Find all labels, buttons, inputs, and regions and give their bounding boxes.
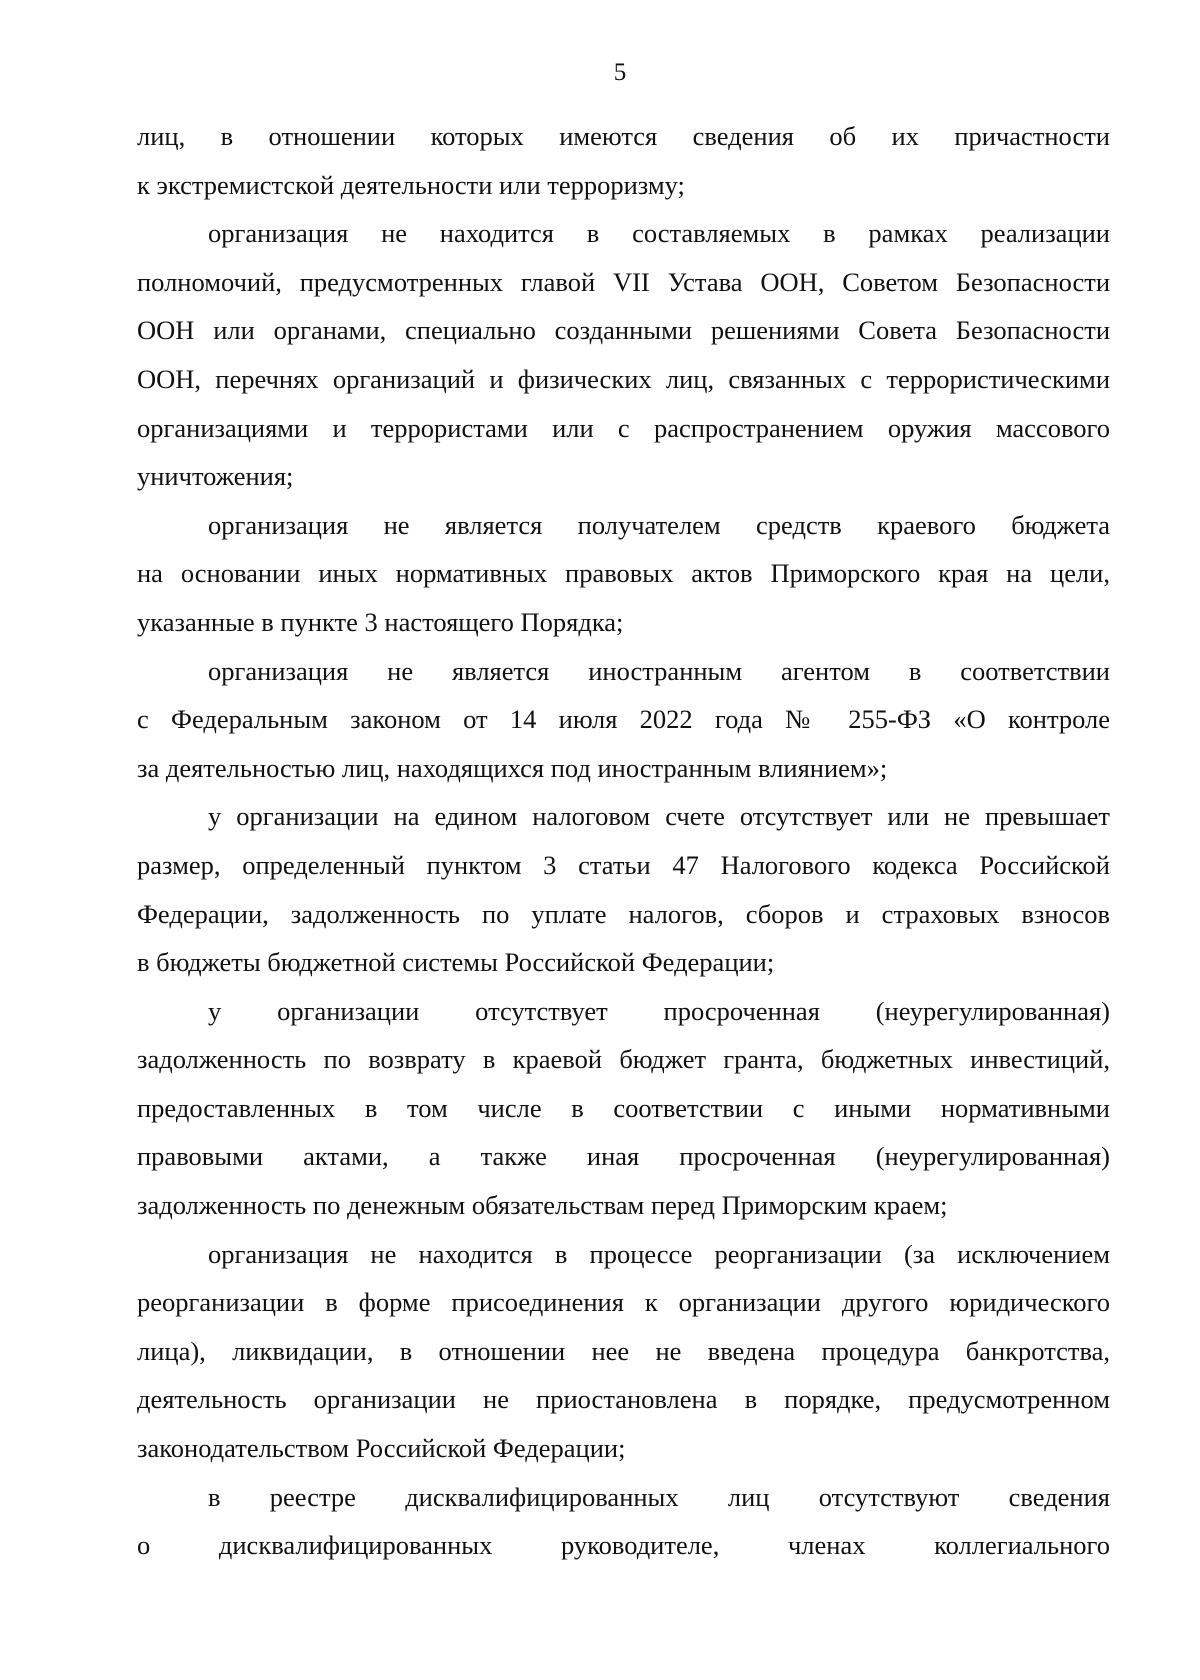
paragraph <box>137 987 1110 1230</box>
text-line: к экстремистской деятельности или терроризму; <box>137 169 685 200</box>
paragraph <box>137 1473 1110 1570</box>
text-line: деятельность организации не приостановлена в порядке, предусмотренном <box>137 1384 1110 1415</box>
text-line: организация не является получателем средств краевого бюджета <box>208 509 1110 540</box>
text-line: за деятельностью лиц, находящихся под иностранным влиянием»; <box>137 752 888 783</box>
text-line: ООН или органами, специально созданными решениями Совета Безопасности <box>137 315 1110 346</box>
page-number: 5 <box>613 59 627 86</box>
document-body <box>137 112 1110 1570</box>
text-line: в бюджеты бюджетной системы Российской Федерации; <box>137 947 775 978</box>
text-line: в реестре дисквалифицированных лиц отсутствуют сведения <box>208 1481 1110 1512</box>
text-line: у организации отсутствует просроченная (неурегулированная) <box>208 995 1110 1026</box>
paragraph <box>137 501 1110 647</box>
text-line: ООН, перечнях организаций и физических лиц, связанных с террористическими <box>137 363 1110 394</box>
text-line: полномочий, предусмотренных главой VII Устава ООН, Советом Безопасности <box>137 266 1110 297</box>
text-line: уничтожения; <box>137 461 294 492</box>
paragraph <box>137 792 1110 986</box>
text-line: правовыми актами, а также иная просроченная (неурегулированная) <box>137 1141 1110 1172</box>
text-line: о дисквалифицированных руководителе, членах коллегиального <box>137 1530 1110 1561</box>
text-line: организациями и террористами или с распространением оружия массового <box>137 412 1110 443</box>
paragraph <box>137 1230 1110 1473</box>
text-line: задолженность по возврату в краевой бюджет гранта, бюджетных инвестиций, <box>137 1044 1110 1075</box>
text-line: реорганизации в форме присоединения к организации другого юридического <box>137 1287 1110 1318</box>
text-line: предоставленных в том числе в соответствии с иными нормативными <box>137 1092 1110 1123</box>
text-line: размер, определенный пунктом 3 статьи 47 Налогового кодекса Российской <box>137 849 1110 880</box>
paragraph <box>137 647 1110 793</box>
text-line: Федерации, задолженность по уплате налогов, сборов и страховых взносов <box>137 898 1110 929</box>
text-line: с Федеральным законом от 14 июля 2022 года № 255-ФЗ «О контроле <box>137 704 1110 735</box>
text-line: законодательством Российской Федерации; <box>137 1433 626 1464</box>
text-line: задолженность по денежным обязательствам перед Приморским краем; <box>137 1190 948 1221</box>
text-line: организация не находится в составляемых в рамках реализации <box>208 218 1110 249</box>
paragraph <box>137 209 1110 501</box>
text-line: организация не находится в процессе реорганизации (за исключением <box>208 1238 1110 1269</box>
paragraph <box>137 112 1110 209</box>
text-line: организация не является иностранным агентом в соответствии <box>208 655 1110 686</box>
text-line: на основании иных нормативных правовых актов Приморского края на цели, <box>137 558 1110 589</box>
text-line: лиц, в отношении которых имеются сведения об их причастности <box>137 121 1110 151</box>
text-line: лица), ликвидации, в отношении нее не введена процедура банкротства, <box>137 1335 1110 1366</box>
text-line: у организации на едином налоговом счете отсутствует или не превышает <box>208 801 1110 832</box>
text-line: указанные в пункте 3 настоящего Порядка; <box>137 606 624 637</box>
